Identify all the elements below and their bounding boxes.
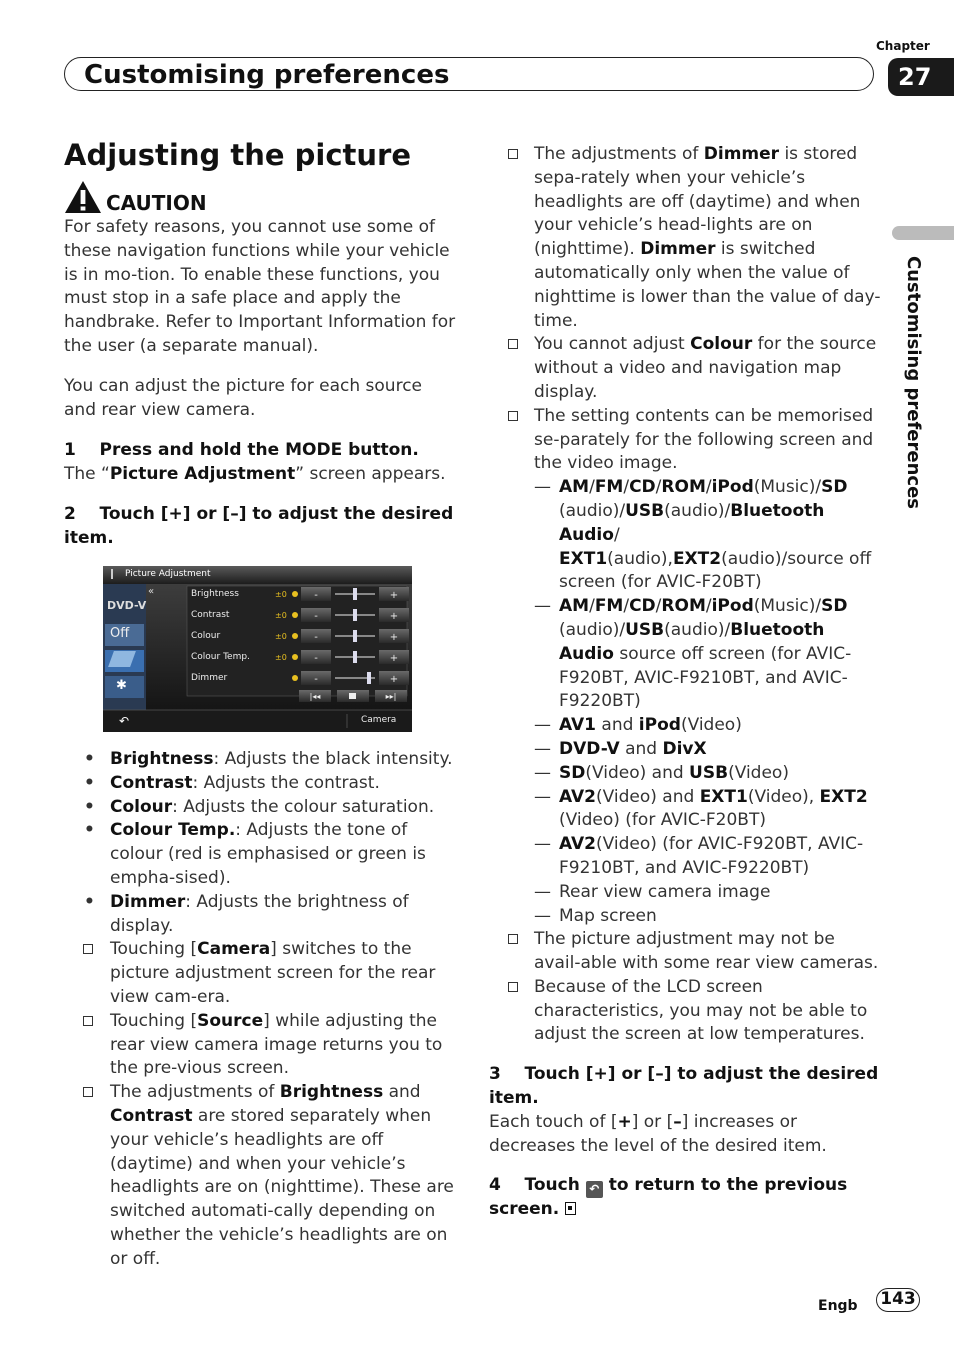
- camera-button[interactable]: Camera: [361, 715, 397, 725]
- screen-title: Picture Adjustment: [125, 569, 211, 579]
- caution-text: For safety reasons, you cannot use some of these navigation functions while your vehicle is in mo-tion. To enable these functions, you must stop in a safe place and apply the handbrake. Refer to Important Information for the user (a separate manual).: [64, 217, 456, 356]
- note-source: Touching [Source] while adjusting the rear view camera image returns you to the pre-vious screen.: [64, 1010, 459, 1081]
- adjust-item-value: ±0: [275, 653, 287, 662]
- left-column-bottom: [64, 748, 459, 1272]
- sun-icon: [292, 612, 298, 618]
- slider-thumb[interactable]: [367, 672, 371, 684]
- minus-label: -: [314, 611, 318, 622]
- slider-thumb[interactable]: [353, 630, 357, 642]
- note-lcd: Because of the LCD screen characteristics, you may not be able to adjust the screen at low temperatures.: [489, 976, 881, 1047]
- side-tab-label: Customising preferences: [903, 256, 924, 509]
- source-list-item: — AV2(Video) (for AVIC-F920BT, AVIC-F9210BT, and AVIC-F9220BT): [534, 834, 864, 878]
- caution-label: CAUTION: [106, 191, 207, 215]
- end-mark-icon: [565, 1202, 576, 1215]
- slider-thumb[interactable]: [353, 588, 357, 600]
- note-memorised: The setting contents can be memorised se-parately for the following screen and the video image.: [489, 405, 881, 476]
- step-1-title: 1 Press and hold the MODE button.: [64, 440, 419, 461]
- step-4-title: 4 Touch ↶ to return to the previous screen.: [489, 1175, 848, 1220]
- note-brightness-contrast: The adjustments of Brightness and Contrast are stored separately when your vehicle’s headlights are off (daytime) and when your vehicle’s headlights are on (nighttime). These are switched automati-cally depending on whether the vehicle’s headlights are on or off.: [64, 1081, 459, 1271]
- slider-thumb[interactable]: [353, 609, 357, 621]
- back-button[interactable]: «: [148, 586, 155, 597]
- source-list-item: — DVD-V and DivX: [534, 738, 707, 759]
- side-tab-marker: [892, 226, 954, 240]
- plus-label: +: [389, 632, 399, 643]
- svg-text:|◂◂: |◂◂: [309, 692, 321, 701]
- plus-label: +: [389, 590, 399, 601]
- adjust-item-value: ±0: [275, 632, 287, 641]
- caution-heading: [64, 180, 207, 214]
- step-3-desc: Each touch of [+] or [–] increases or decreases the level of the desired item.: [489, 1111, 827, 1156]
- menu-icon[interactable]: [111, 569, 119, 579]
- adjust-item-label: Dimmer: [191, 673, 228, 683]
- left-column-top: [64, 216, 459, 551]
- source-list-item: — Rear view camera image: [534, 881, 771, 902]
- adjust-item-label: Brightness: [191, 589, 239, 599]
- right-column: [489, 143, 881, 1222]
- source-icon-dvd[interactable]: DVD-V: [107, 599, 147, 612]
- step-3-title: 3 Touch [+] or [–] to adjust the desired item.: [489, 1064, 879, 1109]
- back-icon: ↶: [586, 1181, 603, 1198]
- sun-icon: [292, 675, 298, 681]
- source-icon-off[interactable]: Off: [110, 626, 130, 641]
- adjust-item-label: Colour: [191, 631, 221, 641]
- footer-language: Engb: [818, 1298, 858, 1314]
- note-camera: Touching [Camera] switches to the picture adjustment screen for the rear view cam-era.: [64, 938, 459, 1009]
- step-1-desc: The “Picture Adjustment” screen appears.: [64, 464, 446, 485]
- bluetooth-icon[interactable]: ✱: [116, 678, 127, 693]
- picture-adjustment-screenshot: [103, 566, 412, 732]
- plus-label: +: [389, 653, 399, 664]
- minus-label: -: [314, 653, 318, 664]
- bullet-item: • Dimmer: Adjusts the brightness of display.: [84, 891, 409, 936]
- bullet-item: • Contrast: Adjusts the contrast.: [84, 772, 380, 793]
- sun-icon: [292, 654, 298, 660]
- minus-label: -: [314, 590, 318, 601]
- source-list-item: — AM/FM/CD/ROM/iPod(Music)/SD (audio)/USB(audio)/Bluetooth Audio source off screen (for AVIC-F920BT, AVIC-F9210BT, and AVIC-F9220BT): [534, 596, 852, 712]
- sun-icon: [292, 591, 298, 597]
- source-list-item: — AV2(Video) and EXT1(Video), EXT2 (Video) (for AVIC-F20BT): [534, 786, 868, 831]
- chapter-label: Chapter: [876, 39, 930, 53]
- header-title: Customising preferences: [84, 60, 450, 90]
- bullet-item: • Colour Temp.: Adjusts the tone of colour (red is emphasised or green is empha-sised).: [84, 820, 426, 888]
- source-list-item: — SD(Video) and USB(Video): [534, 762, 789, 783]
- note-dimmer: The adjustments of Dimmer is stored sepa-rately when your vehicle’s headlights are off (daytime) and when your vehicle’s head-lights are on (nighttime). Dimmer is switched automatically only when the value of nighttime is lower than the value of day-time.: [489, 143, 881, 333]
- return-icon[interactable]: ↶: [119, 714, 130, 728]
- plus-label: +: [389, 674, 399, 685]
- note-rear-camera: The picture adjustment may not be avail-able with some rear view cameras.: [489, 928, 881, 976]
- note-colour: You cannot adjust Colour for the source without a video and navigation map display.: [489, 333, 881, 404]
- source-list-item: — AM/FM/CD/ROM/iPod(Music)/SD (audio)/USB(audio)/Bluetooth Audio/ EXT1(audio),EXT2(audio)/source off screen (for AVIC-F20BT): [534, 477, 872, 593]
- sun-icon: [292, 633, 298, 639]
- minus-label: -: [314, 632, 318, 643]
- source-list-item: — Map screen: [534, 905, 657, 926]
- intro-text: You can adjust the picture for each source and rear view camera.: [64, 375, 422, 420]
- adjust-item-label: Contrast: [191, 610, 230, 620]
- step-2-title: 2 Touch [+] or [–] to adjust the desired item.: [64, 503, 454, 548]
- bullet-item: • Brightness: Adjusts the black intensity.: [84, 749, 453, 769]
- adjust-item-value: ±0: [275, 590, 287, 599]
- page-number: 143: [876, 1288, 920, 1312]
- plus-label: +: [389, 611, 399, 622]
- slider-thumb[interactable]: [353, 651, 357, 663]
- bullet-item: • Colour: Adjusts the colour saturation.: [84, 796, 435, 817]
- section-title: Adjusting the picture: [64, 138, 411, 172]
- minus-label: -: [314, 674, 318, 685]
- svg-text:▸▸|: ▸▸|: [385, 692, 397, 701]
- adjust-item-label: Colour Temp.: [191, 652, 250, 662]
- adjust-item-value: ±0: [275, 611, 287, 620]
- warning-icon: [64, 180, 102, 214]
- source-list-item: — AV1 and iPod(Video): [534, 715, 742, 736]
- chapter-number: 27: [888, 58, 954, 96]
